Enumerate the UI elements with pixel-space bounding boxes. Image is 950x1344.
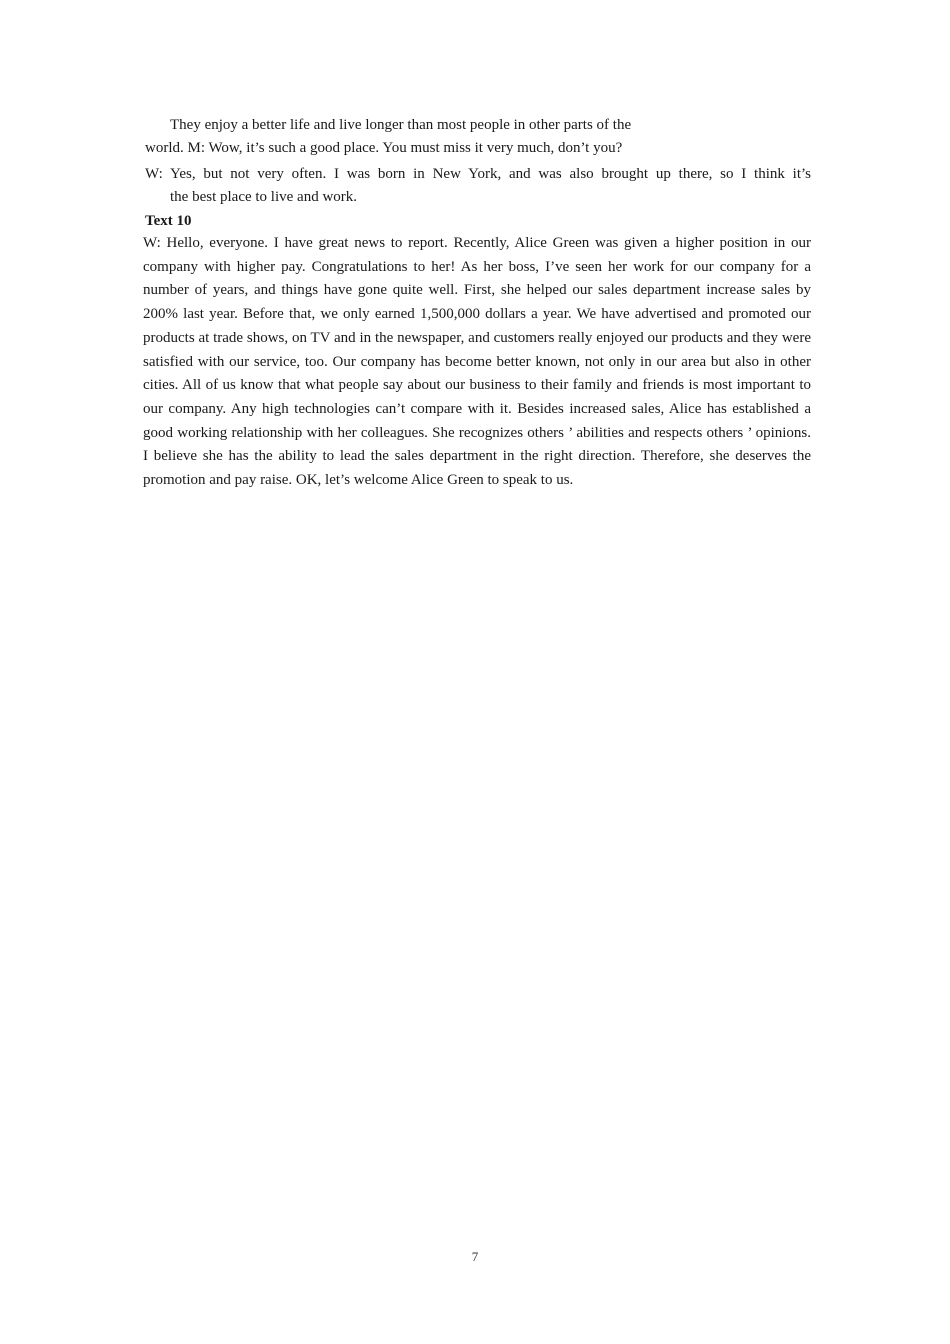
- page-number: 7: [471, 1249, 479, 1264]
- document-body: [143, 114, 811, 493]
- section-heading: Text 10: [145, 213, 192, 229]
- dialogue-paragraph: W: Hello, everyone. I have great news to report. Recently, Alice Green was given a higher position in our company with higher pay. Congratulations to her! As her boss, I’ve seen her work for our company for a number of years, and things have gone quite well. First, she helped our sales department increase sales by 200% last year. Before that, we only earned 1,500,000 dollars a year. We have advertised and promoted our products at trade shows, on TV and in the newspaper, and customers really enjoyed our products and they were satisfied with our service, too. Our company has become better known, not only in our area but also in other cities. All of us know that what people say about our business to their family and friends is most important to our company. Any high technologies can’t compare with it. Besides increased sales, Alice has established a good working relationship with her colleagues. She recognizes others ’ abilities and respects others ’ opinions. I believe she has the ability to lead the sales department in the right direction. Therefore, she deserves the promotion and pay raise. OK, let’s welcome Alice Green to speak to us.: [143, 235, 811, 489]
- text-line: W: Yes, but not very often. I was born in New York, and was also brought up there, so I think it’s: [145, 166, 811, 182]
- text-line: They enjoy a better life and live longer than most people in other parts of the: [170, 117, 632, 133]
- text-line: world. M: Wow, it’s such a good place. You must miss it very much, don’t you?: [145, 140, 623, 156]
- text-line: the best place to live and work.: [170, 189, 358, 205]
